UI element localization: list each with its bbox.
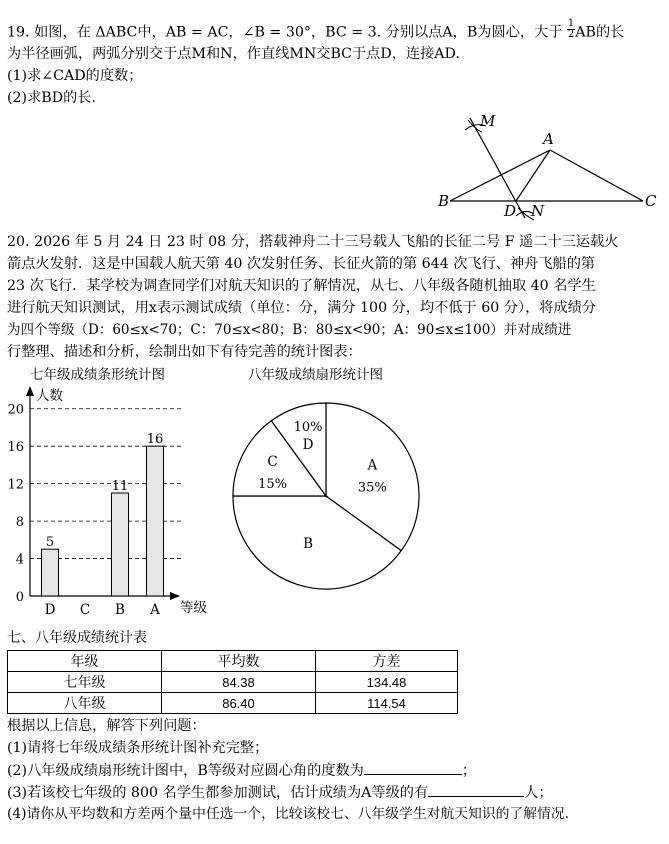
pie-slice-label: D <box>302 436 314 453</box>
q20-line-2: 箭点火发射．这是中国载人航天第 40 次发射任务、长征火箭的第 644 次飞行、神舟飞船的第 <box>7 256 596 272</box>
pie-slice-label: B <box>303 536 314 553</box>
y-axis-arrow <box>26 386 34 396</box>
bar-D <box>42 549 59 596</box>
segment-ac <box>550 150 643 201</box>
after-line-1: 根据以上信息，解答下列问题： <box>7 718 206 734</box>
bar-A <box>147 446 164 596</box>
bar-chart-xlabel: 等级 <box>180 600 207 616</box>
after-line-5: (4)请你从平均数和方差两个量中任选一个，比较该校七、八年级学生对航天知识的了解情况. <box>7 806 570 822</box>
q20-line-4: 进行航天知识测试，用x表示测试成绩（单位：分，满分 100 分，均不低于 60 分），将成绩分 <box>7 300 597 316</box>
grade7-bar-chart <box>0 362 230 624</box>
table-cell-mean: 86.40 <box>162 693 316 714</box>
after-line-4 <box>7 782 553 803</box>
table-row <box>8 672 458 693</box>
table-header-row <box>8 651 458 672</box>
pie-percent-label: 10% <box>293 419 323 435</box>
label-b: B <box>438 192 450 210</box>
grade8-pie-chart <box>228 362 428 602</box>
q19-line1-text: 19. 如图，在 ΔABC中，AB = AC，∠B = 30°，BC = 3. 分别以点A，B为圆心，大于 <box>7 24 563 41</box>
label-n: N <box>531 202 545 220</box>
q19-line1 <box>7 18 625 43</box>
q20-line-1: 20. 2026 年 5 月 24 日 23 时 08 分，搭载神舟二十三号载人飞船的长征二号 F 遥二十三运载火 <box>7 234 619 250</box>
table-header-grade: 年级 <box>8 651 162 672</box>
q19-line1-tail: AB的长 <box>575 24 625 41</box>
table-cell-variance: 134.48 <box>316 672 458 693</box>
q19-frac-num: 1 <box>567 18 575 29</box>
table-cell-variance: 114.54 <box>316 693 458 714</box>
x-tick-label: C <box>79 602 91 618</box>
pie-percent-label: 15% <box>258 476 287 492</box>
y-tick-label: 4 <box>15 552 24 568</box>
after-line-3 <box>7 760 476 781</box>
pie-slice-label: A <box>367 457 378 474</box>
table-title: 七、八年级成绩统计表 <box>7 630 147 646</box>
q19-fraction <box>567 19 575 40</box>
after-line-2: (1)请将七年级成绩条形统计图补充完整； <box>7 740 269 756</box>
y-tick-label: 20 <box>7 402 24 418</box>
after-line-4-suffix: 人； <box>524 785 553 801</box>
y-tick-label: 12 <box>7 477 24 493</box>
table-row <box>8 693 458 714</box>
q19-part1: (1)求∠CAD的度数； <box>7 68 143 84</box>
answer-blank-2[interactable] <box>364 760 462 775</box>
after-line-4-text: (3)若该校七年级的 800 名学生都参加测试，估计成绩为A等级的有 <box>7 785 429 801</box>
q19-line2: 为半径画弧，两弧分别交于点M和N，作直线MN交BC于点D，连接AD. <box>7 46 460 62</box>
table-header-mean: 平均数 <box>162 651 316 672</box>
x-tick-label: B <box>115 602 125 618</box>
segment-ab <box>450 150 550 201</box>
label-m: M <box>480 112 496 130</box>
table-cell-grade: 七年级 <box>8 672 162 693</box>
bar-B <box>112 493 129 596</box>
bar-data-label: 16 <box>146 432 164 448</box>
answer-blank-3[interactable] <box>428 782 524 797</box>
q19-frac-den: 2 <box>567 29 575 40</box>
x-tick-label: A <box>150 602 160 618</box>
segment-ad <box>516 150 550 201</box>
table-header-variance: 方差 <box>316 651 458 672</box>
table-cell-grade: 八年级 <box>8 693 162 714</box>
pie-chart-title: 八年级成绩扇形统计图 <box>248 367 383 383</box>
q19-figure <box>430 108 665 228</box>
pie-percent-label: 35% <box>357 480 387 496</box>
label-c: C <box>645 192 657 210</box>
bar-chart-ylabel: 人数 <box>36 388 63 404</box>
q19-part2: (2)求BD的长. <box>7 90 96 106</box>
bar-chart-title: 七年级成绩条形统计图 <box>30 367 165 383</box>
stats-table <box>7 650 458 714</box>
bar-data-label: 5 <box>45 535 55 551</box>
x-tick-label: D <box>44 602 56 618</box>
bar-data-label: 11 <box>111 479 129 494</box>
pie-slice-label: C <box>267 453 278 470</box>
y-tick-label: 16 <box>7 440 24 456</box>
q20-line-3: 23 次飞行．某学校为调查同学们对航天知识的了解情况，从七、八年级各随机抽取 40 名学生 <box>7 278 596 294</box>
q20-line-5: 为四个等级（D：60≤x<70；C：70≤x<80；B：80≤x<90；A：90≤x≤100）并对成绩进 <box>7 322 572 338</box>
q20-line-6: 行整理、描述和分析，绘制出如下有待完善的统计图表： <box>7 344 362 360</box>
x-axis-arrow <box>170 592 180 600</box>
line-mn <box>470 118 525 218</box>
y-tick-label: 8 <box>15 515 24 531</box>
after-line-3-text: (2)八年级成绩扇形统计图中，B等级对应圆心角的度数为 <box>7 763 364 779</box>
after-line-3-suffix: ； <box>461 763 477 779</box>
y-tick-label: 0 <box>15 590 24 605</box>
table-cell-mean: 84.38 <box>162 672 316 693</box>
label-a: A <box>543 130 554 148</box>
label-d: D <box>504 202 517 220</box>
